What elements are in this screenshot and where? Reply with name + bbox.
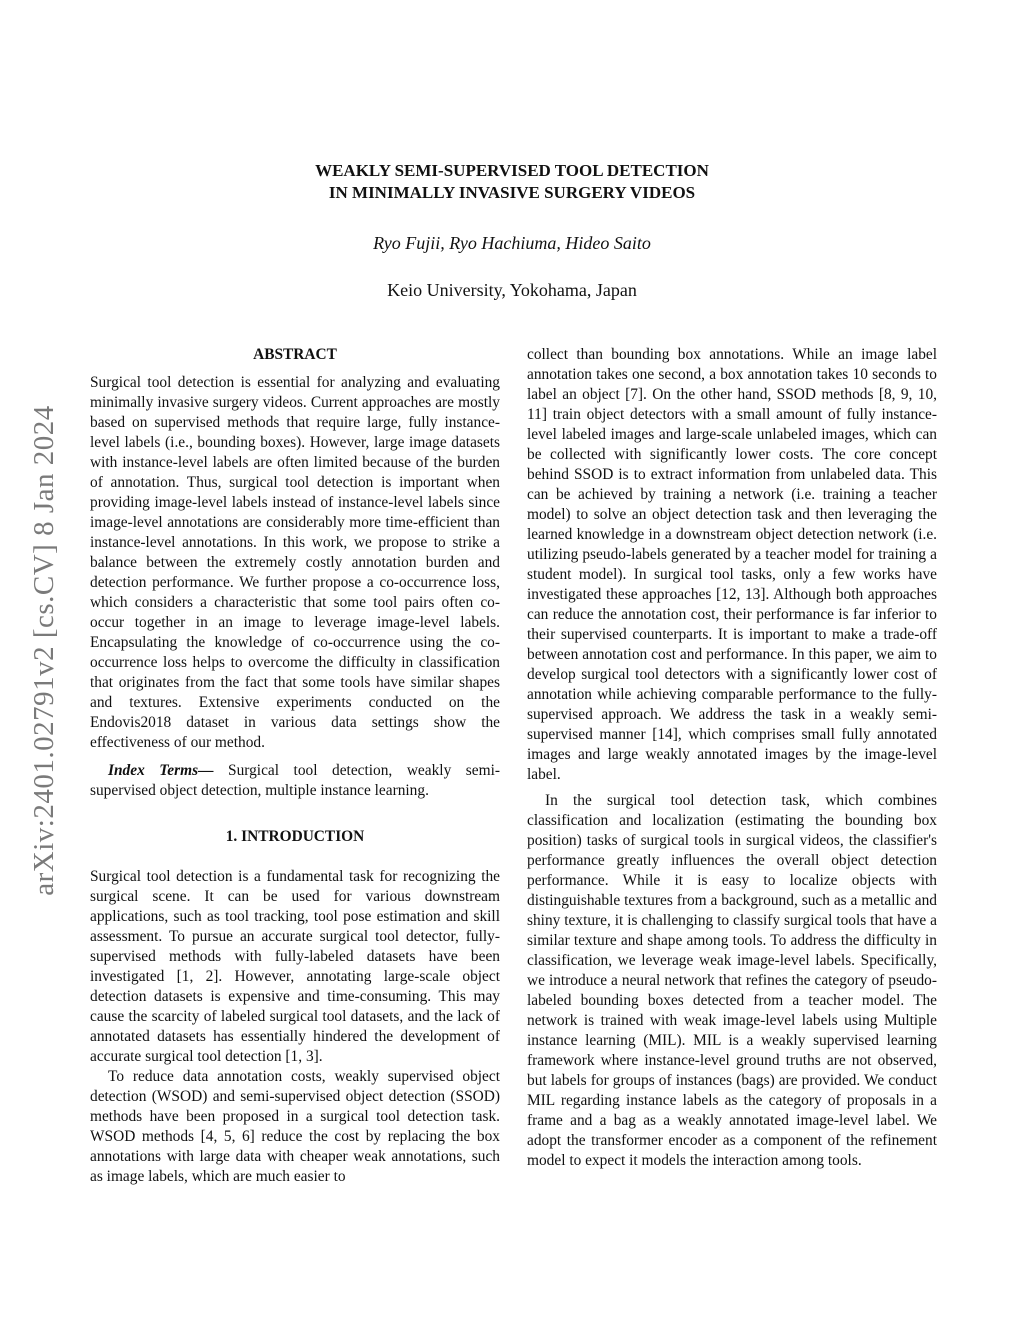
intro-paragraph-1: Surgical tool detection is a fundamental task for recognizing the surgical scene. It can be used for various downstream applications, such as tool tracking, tool pose estimation and skill assessment. To pursue an accurate surgical tool detector, fully-supervised methods with fully-labeled datasets have been investigated [1, 2]. However, annotating large-scale object detection datasets is expensive and time-consuming. This may cause the scarcity of labeled surgical tool datasets, and the lack of annotated datasets has essentially hindered the development of accurate surgical tool detection [1, 3]. — [90, 868, 500, 1065]
intro-paragraph-2: To reduce data annotation costs, weakly supervised object detection (WSOD) and semi-supervised object detection (SSOD) methods have been proposed in a surgical tool detection task. WSOD methods [4, 5, 6] reduce the cost by replacing the box annotations with large data with cheaper weak annotations, such as image labels, which are much easier to — [90, 1068, 500, 1185]
index-terms-label: Index Terms— — [108, 762, 214, 779]
abstract-heading: ABSTRACT — [253, 346, 337, 363]
left-column — [90, 345, 500, 1187]
index-terms-text: Surgical tool detection, weakly semi-supervised object detection, multiple instance learning. — [90, 762, 500, 799]
authors: Ryo Fujii, Ryo Hachiuma, Hideo Saito — [373, 233, 651, 253]
paper-title — [0, 160, 1024, 204]
affiliation: Keio University, Yokohama, Japan — [387, 280, 637, 300]
intro-paragraph-3: collect than bounding box annotations. While an image label annotation takes one second, a box annotation takes 10 seconds to label an object [7]. On the other hand, SSOD methods [8, 9, 10, 11] train object detectors with a small amount of fully instance-level labeled images and large-scale unlabeled images, which can be collected with significantly lower costs. The core concept behind SSOD is to extract information from unlabeled data. This can be achieved by training a network (i.e. training a teacher model) to solve an object detection task and then leveraging the learned knowledge in a downstream object detection network (i.e. utilizing pseudo-labels generated by a teacher model for training a student model). In surgical tool tasks, only a few works have investigated these approaches [12, 13]. Although both approaches can reduce the annotation cost, their performance is far inferior to their supervised counterparts. It is important to make a trade-off between annotation cost and performance. In this paper, we aim to develop surgical tool detectors with a significantly lower cost of annotation while achieving comparable performance to the fully-supervised approach. We address the task in a weakly semi-supervised manner [14], which comprises small fully annotated images and large weakly annotated images by the image-level label. — [527, 346, 937, 783]
arxiv-identifier: arXiv:2401.02791v2 [cs.CV] 8 Jan 2024 — [27, 404, 60, 896]
intro-heading: 1. INTRODUCTION — [225, 828, 365, 845]
title-line: IN MINIMALLY INVASIVE SURGERY VIDEOS — [328, 183, 696, 202]
intro-paragraph-4: In the surgical tool detection task, which combines classification and localization (estimating the bounding box position) tasks of surgical tools in surgical videos, the classifier's performance greatly influences the overall object detection performance. While it is easy to localize objects with distinguishable textures from a background, such as a metallic and shiny texture, it is challenging to classify surgical tools that have a similar texture and shape among tools. To address the difficulty in classification, we leverage weak image-level labels. Specifically, we introduce a neural network that refines the category of pseudo-labeled bounding boxes detected from a teacher model. The network is trained with weak image-level labels using Multiple instance learning (MIL). MIL is a weakly supervised learning framework where instance-level ground truths are not observed, but labels for groups of instances (bags) are provided. We conduct MIL regarding instance labels as the category of proposals in a frame and a bag as a weakly annotated image-level label. We adopt the transformer encoder as a component of the refinement model to expect it models the interaction among tools. — [527, 792, 937, 1169]
right-column — [527, 345, 937, 1171]
arxiv-sidebar — [8, 340, 80, 960]
title-line: WEAKLY SEMI-SUPERVISED TOOL DETECTION — [315, 161, 709, 180]
index-terms — [90, 761, 500, 801]
abstract-text: Surgical tool detection is essential for analyzing and evaluating minimally invasive surgery videos. Current approaches are mostly based on supervised methods that require large, fully instance-level labels (i.e., bounding boxes). However, large image datasets with instance-level labels are often limited because of the burden of annotation. Thus, surgical tool detection is important when providing image-level labels instead of instance-level labels since image-level annotations are considerably more time-efficient than instance-level annotations. In this work, we propose to strike a balance between the extremely costly annotation burden and detection performance. We further propose a co-occurrence loss, which considers a characteristic that some tool pairs often co-occur together in an image to leverage image-level labels. Encapsulating the knowledge of co-occurrence using the co-occurrence loss helps to overcome the difficulty in classification that originates from the fact that some tools have similar shapes and textures. Extensive experiments conducted on the Endovis2018 dataset in various data settings show the effectiveness of our method. — [90, 374, 500, 751]
